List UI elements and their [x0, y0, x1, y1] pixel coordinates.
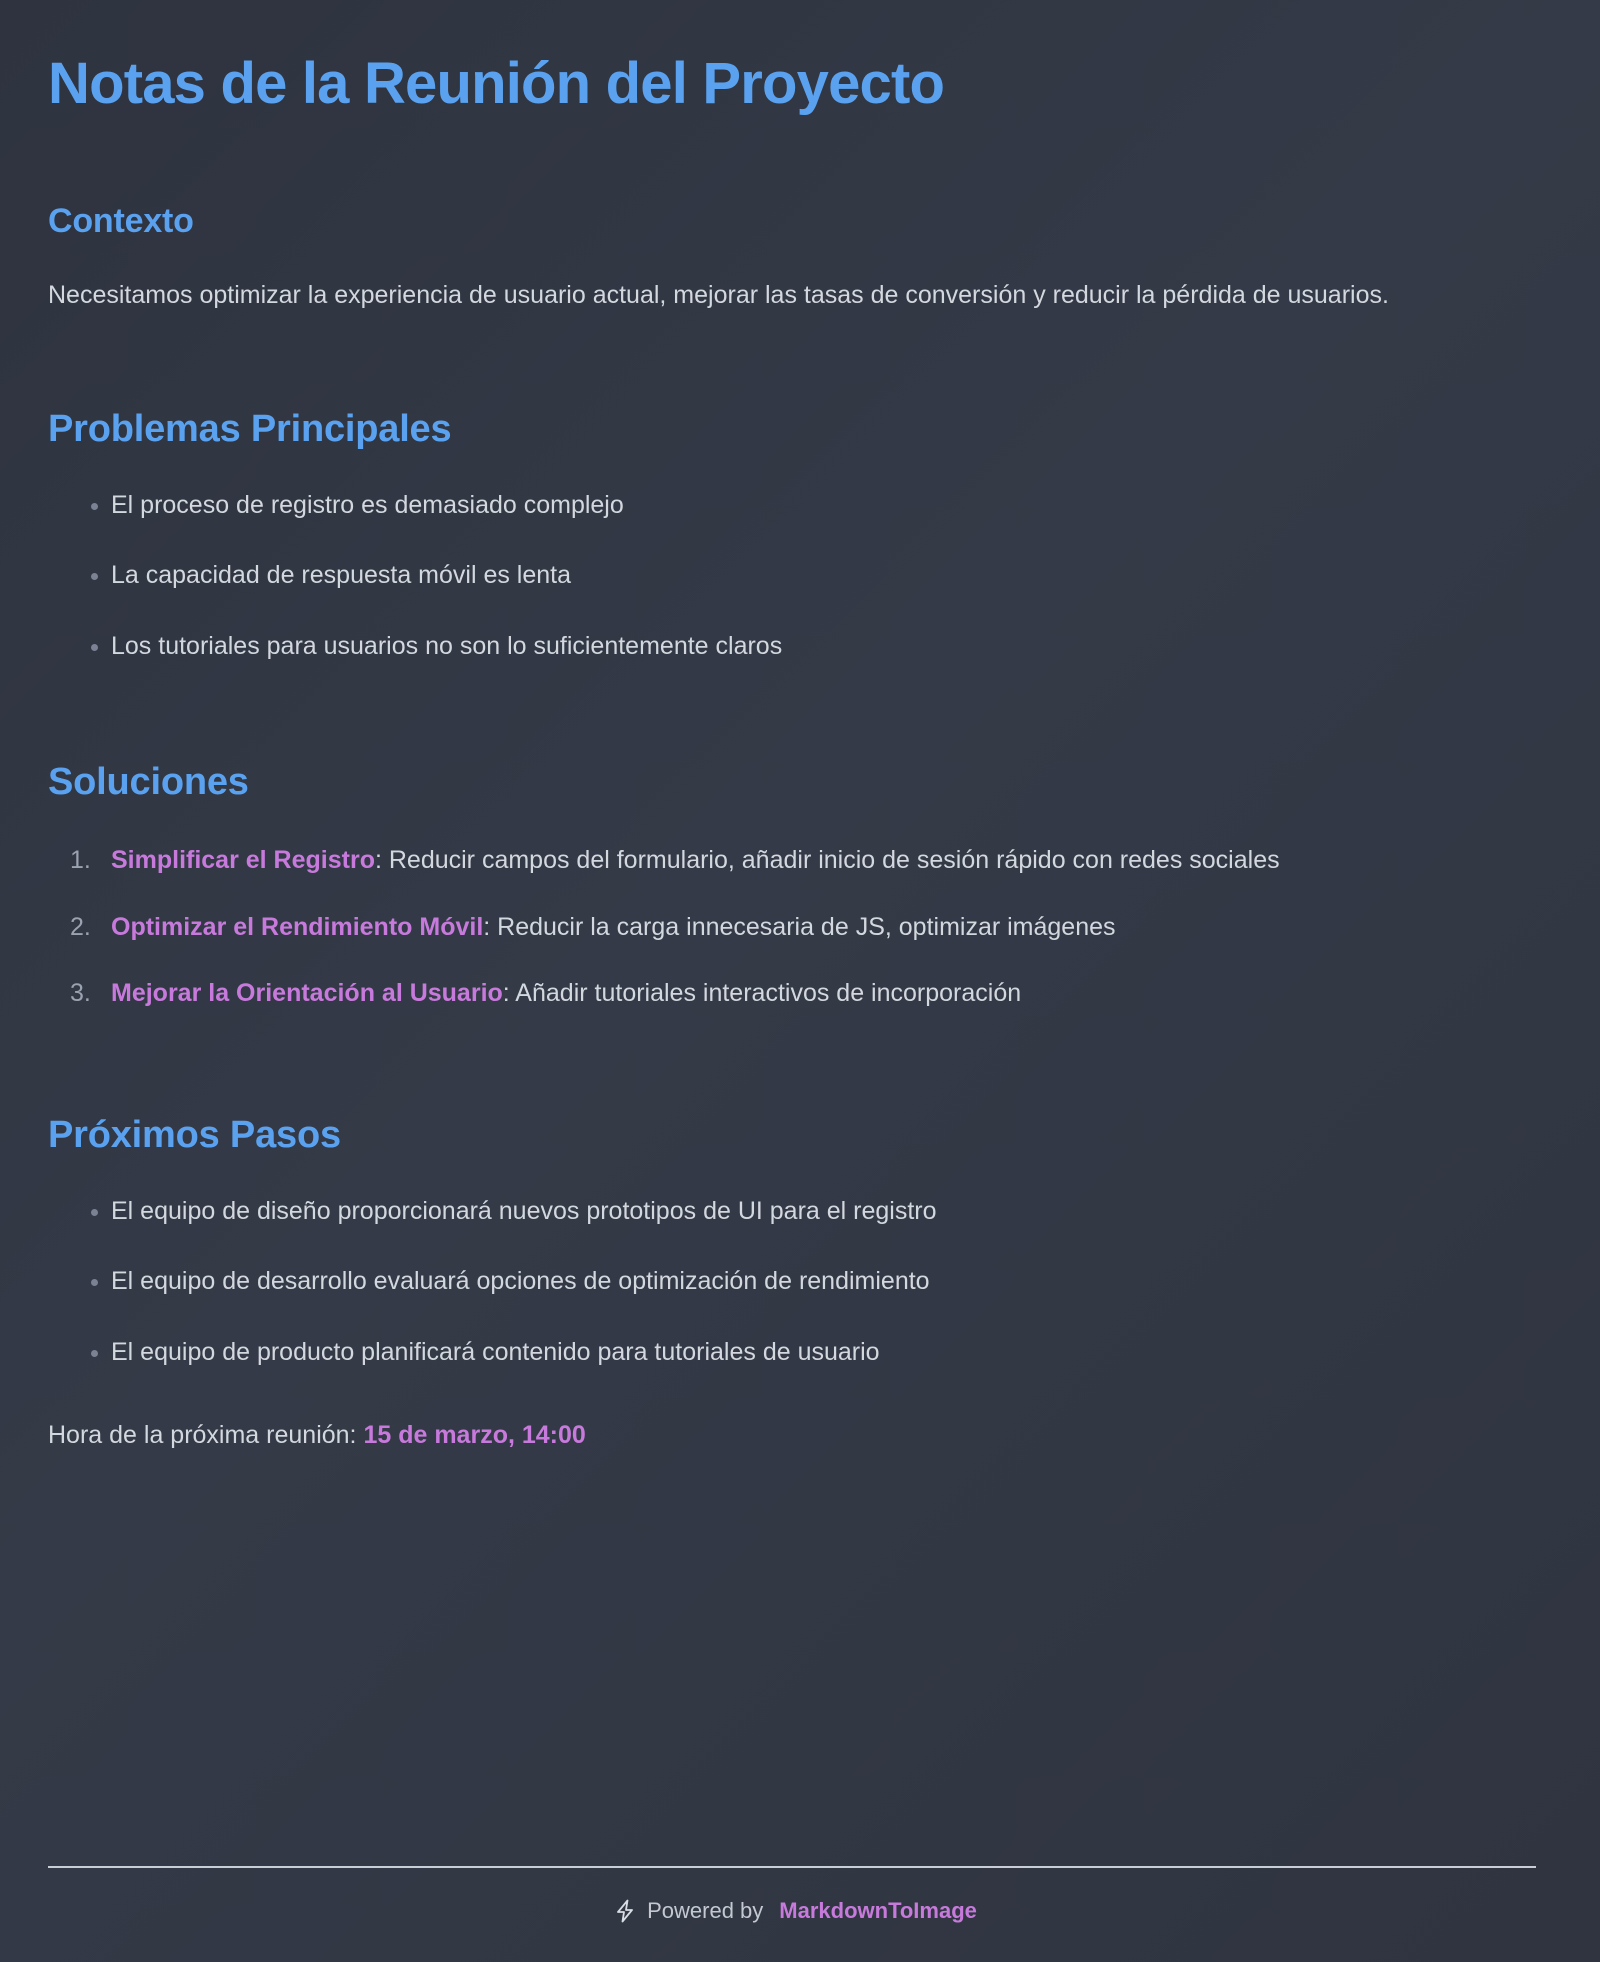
list-item-emphasis: Simplificar el Registro [111, 846, 375, 875]
heading-soluciones: Soluciones [48, 761, 249, 804]
heading-contexto: Contexto [48, 202, 194, 241]
heading-problemas: Problemas Principales [48, 407, 452, 450]
list-item-text: : Reducir la carga innecesaria de JS, optimizar imágenes [483, 912, 1116, 941]
next-meeting-label: Hora de la próxima reunión: [48, 1421, 364, 1450]
footer-powered-by-label: Powered by [647, 1898, 764, 1923]
list-item-number: 2. [70, 912, 91, 941]
heading-proximos-pasos: Próximos Pasos [48, 1113, 341, 1156]
problemas-list [48, 487, 1542, 666]
list-item [48, 973, 1542, 1014]
section-soluciones [48, 761, 1542, 1014]
list-item: Los tutoriales para usuarios no son lo suficientemente claros [48, 628, 1542, 666]
list-item [48, 840, 1542, 881]
list-item: El equipo de diseño proporcionará nuevos prototipos de UI para el registro [48, 1193, 1542, 1231]
footer-container [48, 1866, 1542, 1962]
list-item: El equipo de producto planificará contenido para tutoriales de usuario [48, 1334, 1542, 1372]
page-title: Notas de la Reunión del Proyecto [48, 51, 945, 116]
list-item [48, 907, 1542, 948]
list-item-text: : Añadir tutoriales interactivos de incorporación [502, 979, 1022, 1008]
list-item-emphasis: Mejorar la Orientación al Usuario [111, 979, 503, 1008]
lightning-bolt-icon [613, 1898, 637, 1924]
footer-divider [48, 1866, 1536, 1868]
footer [48, 1898, 1542, 1924]
list-item-number: 3. [70, 979, 91, 1008]
list-item: La capacidad de respuesta móvil es lenta [48, 557, 1542, 595]
list-item: El proceso de registro es demasiado complejo [48, 487, 1542, 525]
proximos-pasos-list [48, 1193, 1542, 1372]
list-item-emphasis: Optimizar el Rendimiento Móvil [111, 912, 484, 941]
footer-brand-link[interactable]: MarkdownToImage [779, 1898, 977, 1923]
section-proximos-pasos [48, 1114, 1542, 1455]
next-meeting-value: 15 de marzo, 14:00 [363, 1421, 586, 1450]
section-contexto [48, 202, 1542, 316]
soluciones-list [48, 840, 1542, 1014]
paragraph-contexto: Necesitamos optimizar la experiencia de usuario actual, mejorar las tasas de conversión y reducir la pérdida de usuarios. [48, 281, 1389, 310]
list-item: El equipo de desarrollo evaluará opciones de optimización de rendimiento [48, 1263, 1542, 1301]
section-problemas [48, 408, 1542, 666]
next-meeting-line [48, 1417, 1542, 1455]
list-item-text: : Reducir campos del formulario, añadir inicio de sesión rápido con redes sociales [374, 846, 1280, 875]
list-item-number: 1. [70, 846, 91, 875]
